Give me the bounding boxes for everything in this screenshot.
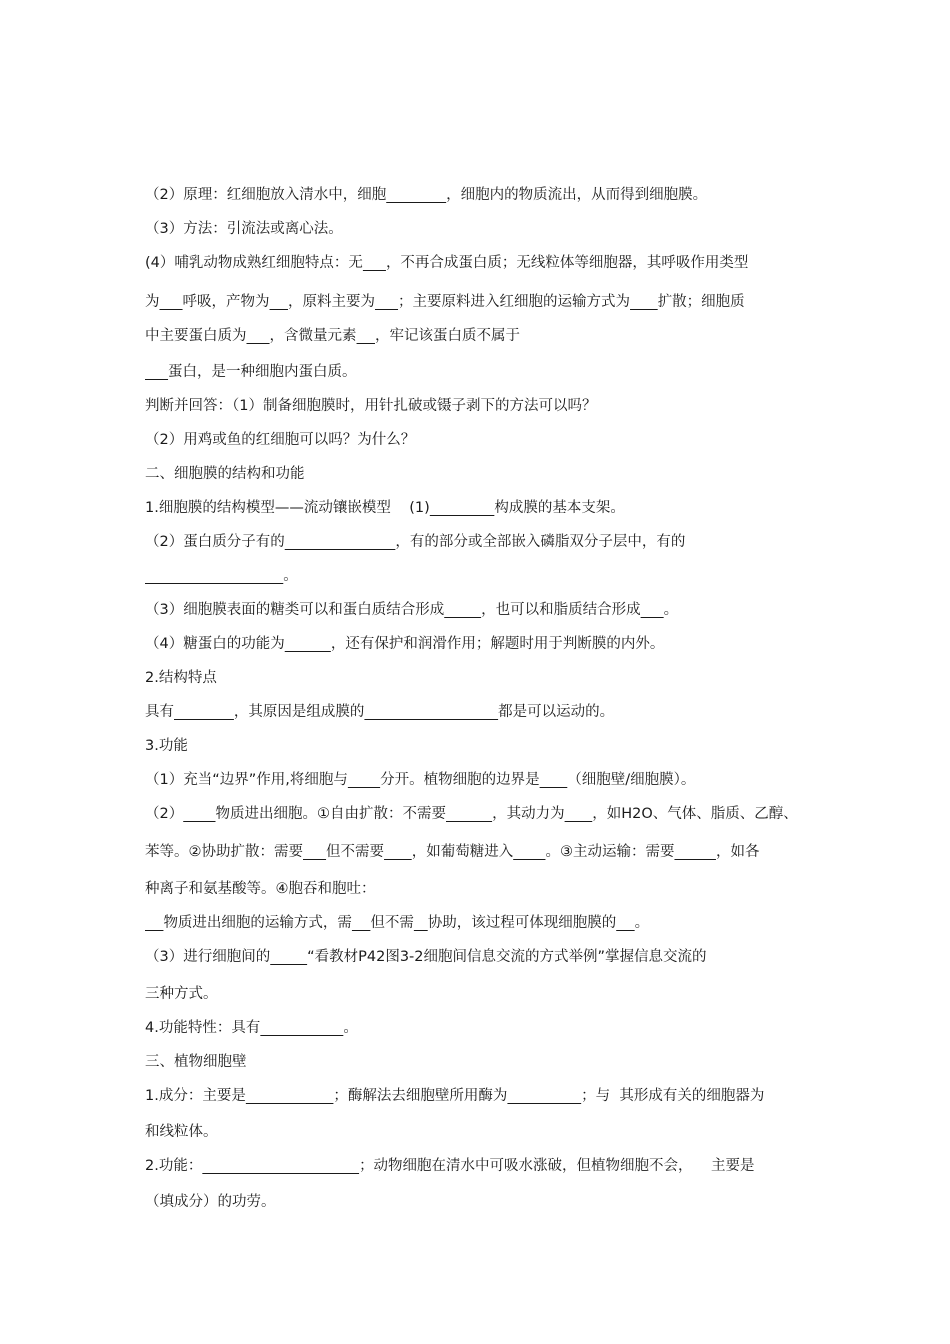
fill-in-blank	[202, 1158, 359, 1174]
text-line	[145, 532, 810, 552]
text-line	[145, 1122, 810, 1142]
text-line	[145, 984, 810, 1004]
text-line	[145, 634, 810, 654]
text-segment: （2）用鸡或鱼的红细胞可以吗？为什么？	[145, 432, 416, 448]
text-segment: ，其动力为	[492, 806, 565, 822]
fill-in-blank	[145, 915, 163, 931]
fill-in-blank	[348, 772, 380, 788]
text-line	[145, 326, 810, 346]
text-line	[145, 430, 810, 450]
text-line	[145, 804, 810, 824]
text-segment: 三种方式。	[145, 986, 218, 1002]
text-segment: ，如H2O、气体、脂质、乙醇、	[592, 806, 798, 822]
fill-in-blank	[352, 915, 370, 931]
fill-in-blank	[674, 844, 715, 860]
fill-in-blank	[386, 187, 446, 203]
text-segment: 扩散；细胞质	[657, 294, 745, 310]
text-line	[145, 566, 810, 586]
text-segment: ，含微量元素	[269, 328, 357, 344]
text-segment: 2.功能：	[145, 1158, 203, 1174]
fill-in-blank	[641, 602, 664, 618]
text-segment: 都是可以运动的。	[498, 704, 615, 720]
text-segment: 协助，该过程可体现细胞膜的	[427, 915, 617, 931]
text-segment: ；与 其形成有关的细胞器为	[581, 1088, 765, 1104]
text-segment: （填成分）的功劳。	[145, 1194, 276, 1210]
fill-in-blank	[513, 844, 545, 860]
text-segment: ，牢记该蛋白质不属于	[374, 328, 520, 344]
text-segment: ，不再合成蛋白质；无线粒体等细胞器，其呼吸作用类型	[385, 255, 749, 271]
text-line	[145, 253, 810, 273]
text-segment: 分开。植物细胞的边界是	[380, 772, 540, 788]
text-segment: ，细胞内的物质流出，从而得到细胞膜。	[446, 187, 708, 203]
text-line	[145, 842, 810, 862]
text-line	[145, 668, 810, 688]
text-line	[145, 600, 810, 620]
text-segment: 蛋白，是一种细胞内蛋白质。	[168, 364, 357, 380]
fill-in-blank	[363, 255, 386, 271]
text-segment: 构成膜的基本支架。	[494, 500, 625, 516]
text-segment: （3）细胞膜表面的糖类可以和蛋白质结合形成	[145, 602, 445, 618]
fill-in-blank	[160, 294, 183, 310]
text-line	[145, 736, 810, 756]
text-line	[145, 292, 810, 312]
text-segment: ；酶解法去细胞壁所用酶为	[333, 1088, 508, 1104]
text-line	[145, 1018, 810, 1038]
fill-in-blank	[446, 806, 492, 822]
text-line	[145, 1156, 810, 1176]
fill-in-blank	[540, 772, 568, 788]
text-line	[145, 362, 810, 382]
text-segment: 但不需	[370, 915, 414, 931]
text-segment: （3）进行细胞间的	[145, 949, 271, 965]
fill-in-blank	[270, 294, 288, 310]
text-segment: 种离子和氨基酸等。④胞吞和胞吐：	[145, 881, 376, 897]
text-segment: 呼吸，产物为	[182, 294, 270, 310]
text-line	[145, 498, 810, 518]
text-segment: 物质进出细胞。①自由扩散：不需要	[215, 806, 446, 822]
fill-in-blank	[285, 534, 396, 550]
text-segment: 。	[663, 602, 679, 618]
fill-in-blank	[285, 636, 331, 652]
text-segment: 二、细胞膜的结构和功能	[145, 466, 305, 482]
text-segment: ，原料主要为	[287, 294, 375, 310]
text-line	[145, 185, 810, 205]
fill-in-blank	[384, 844, 412, 860]
text-segment: （2）蛋白质分子有的	[145, 534, 285, 550]
fill-in-blank	[414, 915, 428, 931]
text-segment: ，如葡萄糖进入	[411, 844, 514, 860]
text-segment: （2）	[145, 806, 184, 822]
text-segment: “看教材P42图3-2细胞间信息交流的方式举例”掌握信息交流的	[307, 949, 707, 965]
text-line	[145, 879, 810, 899]
fill-in-blank	[270, 949, 307, 965]
text-segment: 。③主动运输：需要	[545, 844, 675, 860]
text-segment: 具有	[145, 704, 174, 720]
text-line	[145, 947, 810, 967]
text-segment: 。	[634, 915, 650, 931]
text-segment: ，其原因是组成膜的	[233, 704, 365, 720]
text-line	[145, 702, 810, 722]
text-segment: ；主要原料进入红细胞的运输方式为	[398, 294, 631, 310]
text-line	[145, 219, 810, 239]
text-segment: 。	[343, 1020, 358, 1036]
text-line	[145, 464, 810, 484]
fill-in-blank	[630, 294, 658, 310]
text-segment: 1.成分：主要是	[145, 1088, 246, 1104]
text-line	[145, 396, 810, 416]
fill-in-blank	[565, 806, 593, 822]
text-segment: （3）方法：引流法或离心法。	[145, 221, 343, 237]
fill-in-blank	[303, 844, 326, 860]
fill-in-blank	[375, 294, 398, 310]
text-segment: 但不需要	[326, 844, 385, 860]
fill-in-blank	[444, 602, 481, 618]
text-segment: 物质进出细胞的运输方式，需	[163, 915, 352, 931]
fill-in-blank	[364, 704, 498, 720]
fill-in-blank	[430, 500, 495, 516]
text-segment: ，如各	[715, 844, 760, 860]
text-segment: （1）充当“边界”作用,将细胞与	[145, 772, 348, 788]
text-segment: （细胞壁/细胞膜）。	[567, 772, 696, 788]
text-segment: （4）糖蛋白的功能为	[145, 636, 285, 652]
fill-in-blank	[246, 1088, 334, 1104]
text-line	[145, 770, 810, 790]
text-segment: ，也可以和脂质结合形成	[481, 602, 641, 618]
text-segment: ，还有保护和润滑作用；解题时用于判断膜的内外。	[330, 636, 665, 652]
fill-in-blank	[357, 328, 375, 344]
text-segment: 和线粒体。	[145, 1124, 218, 1140]
text-segment: 3.功能	[145, 738, 188, 754]
fill-in-blank	[616, 915, 634, 931]
text-segment: 。	[283, 568, 298, 584]
text-line	[145, 913, 810, 933]
fill-in-blank	[145, 568, 283, 584]
text-segment: 判断并回答：（1）制备细胞膜时，用针扎破或镊子剥下的方法可以吗？	[145, 398, 597, 414]
text-segment: 2.结构特点	[145, 670, 217, 686]
text-segment: （2）原理：红细胞放入清水中，细胞	[145, 187, 387, 203]
fill-in-blank	[260, 1020, 343, 1036]
text-segment: 1.细胞膜的结构模型——流动镶嵌模型 (1)	[145, 500, 430, 516]
text-segment: ；动物细胞在清水中可吸水涨破，但植物细胞不会， 主要是	[359, 1158, 755, 1174]
fill-in-blank	[507, 1088, 581, 1104]
fill-in-blank	[145, 364, 168, 380]
text-segment: ，有的部分或全部嵌入磷脂双分子层中，有的	[395, 534, 686, 550]
text-line	[145, 1192, 810, 1212]
text-segment: 苯等。②协助扩散：需要	[145, 844, 303, 860]
text-segment: 4.功能特性：具有	[145, 1020, 261, 1036]
fill-in-blank	[174, 704, 234, 720]
fill-in-blank	[247, 328, 270, 344]
text-segment: (4）哺乳动物成熟红细胞特点：无	[145, 255, 363, 271]
text-segment: 三、植物细胞壁	[145, 1054, 247, 1070]
text-line	[145, 1052, 810, 1072]
text-line	[145, 1086, 810, 1106]
text-segment: 为	[145, 294, 160, 310]
fill-in-blank	[183, 806, 215, 822]
text-segment: 中主要蛋白质为	[145, 328, 247, 344]
